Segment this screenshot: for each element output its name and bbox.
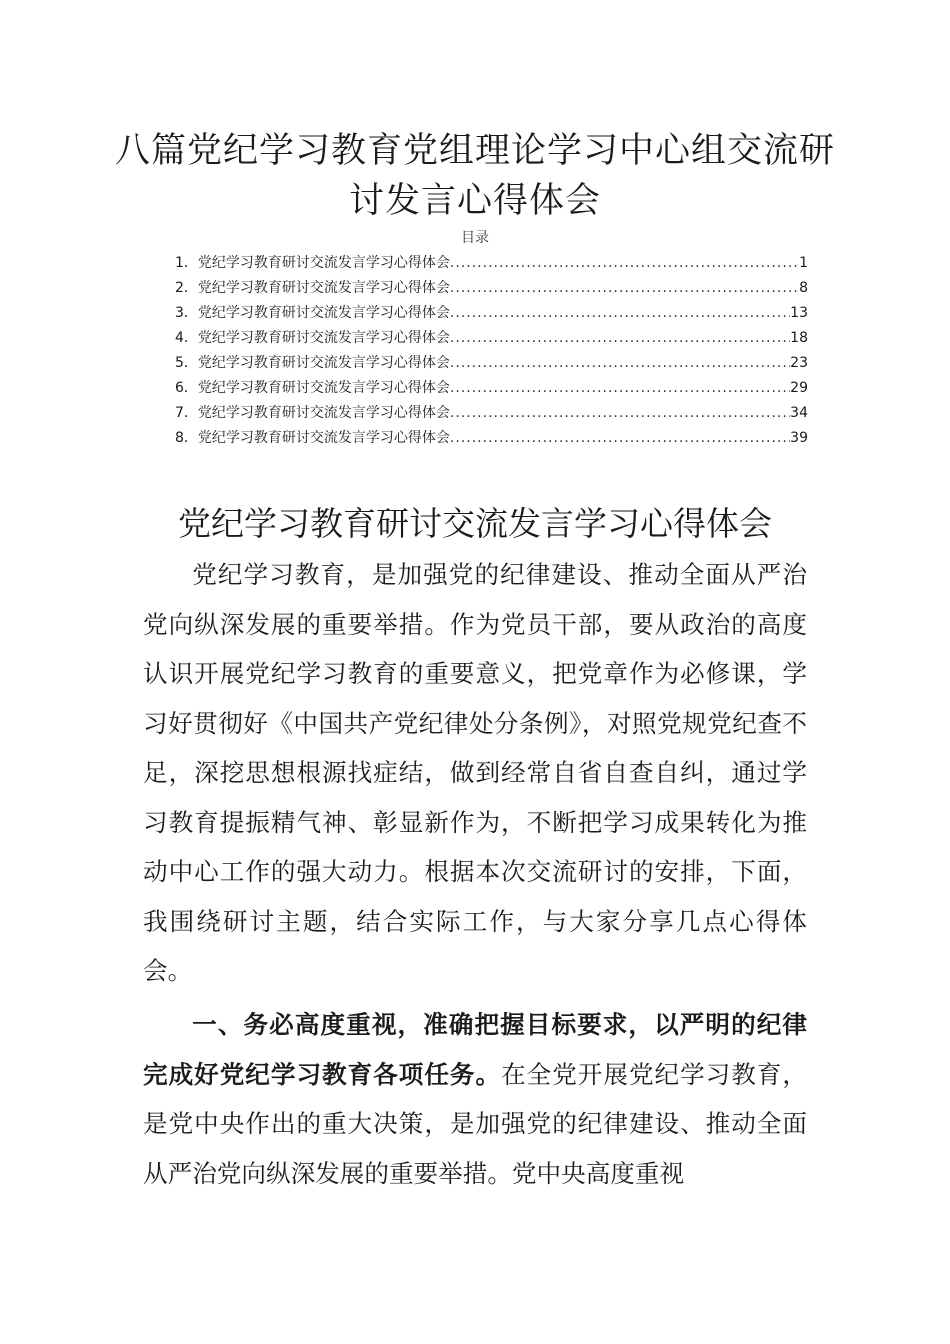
toc-heading: 目录: [461, 230, 489, 246]
toc-entry-number: 2．: [175, 280, 198, 296]
toc-entry-page: 8: [799, 280, 808, 296]
toc-dot-leader: [450, 276, 799, 301]
toc-dot-leader: [450, 426, 790, 451]
toc-entry-number: 3．: [175, 305, 198, 321]
paragraph-lead-heading: 一、务必高度重视，准确把握目标要求，以严明的纪律完成好党纪学习教育各项任务。: [143, 1010, 807, 1089]
toc-entry[interactable]: [175, 326, 808, 351]
toc-entry-title: 党纪学习教育研讨交流发言学习心得体会: [197, 330, 450, 346]
toc-entry[interactable]: [175, 376, 808, 401]
toc-entry[interactable]: [175, 401, 808, 426]
paragraph-body-text: 在全党开展党纪学习教育，是党中央作出的重大决策，是加强党的纪律建设、推动全面从严治党向纵深发展的重要举措。党中央高度重视: [143, 1059, 807, 1188]
body-paragraph: [143, 1000, 807, 1198]
toc-entry-page: 39: [790, 430, 808, 446]
toc-entry[interactable]: [175, 251, 808, 276]
toc-entry-page: 23: [790, 355, 808, 371]
toc-entry-number: 5．: [175, 355, 198, 371]
toc-entry-number: 1．: [175, 255, 198, 271]
toc-entry[interactable]: [175, 351, 808, 376]
document-title: 八篇党纪学习教育党组理论学习中心组交流研讨发言心得体会: [114, 131, 835, 221]
table-of-contents: [175, 251, 808, 451]
toc-dot-leader: [450, 376, 790, 401]
toc-entry-title: 党纪学习教育研讨交流发言学习心得体会: [197, 430, 450, 446]
toc-entry-page: 18: [790, 330, 808, 346]
toc-entry-title: 党纪学习教育研讨交流发言学习心得体会: [197, 355, 450, 371]
toc-dot-leader: [450, 301, 790, 326]
section-title: 党纪学习教育研讨交流发言学习心得体会: [178, 504, 772, 543]
toc-entry-title: 党纪学习教育研讨交流发言学习心得体会: [197, 305, 450, 321]
toc-entry-page: 1: [799, 255, 808, 271]
toc-entry-title: 党纪学习教育研讨交流发言学习心得体会: [197, 405, 450, 421]
toc-entry-title: 党纪学习教育研讨交流发言学习心得体会: [197, 280, 450, 296]
toc-entry-title: 党纪学习教育研讨交流发言学习心得体会: [197, 380, 450, 396]
toc-dot-leader: [450, 351, 790, 376]
toc-entry-number: 6．: [175, 380, 198, 396]
toc-entry[interactable]: [175, 276, 808, 301]
body-paragraph: 党纪学习教育，是加强党的纪律建设、推动全面从严治党向纵深发展的重要举措。作为党员干部，要从政治的高度认识开展党纪学习教育的重要意义，把党章作为必修课，学习好贯彻好《中国共产党纪律处分条例》，对照党规党纪查不足，深挖思想根源找症结，做到经常自省自查自纠，通过学习教育提振精气神、彰显新作为，不断把学习成果转化为推动中心工作的强大动力。根据本次交流研讨的安排，下面，我围绕研讨主题，结合实际工作，与大家分享几点心得体会。: [143, 560, 807, 985]
toc-entry-page: 34: [790, 405, 808, 421]
toc-dot-leader: [450, 401, 790, 426]
toc-entry-title: 党纪学习教育研讨交流发言学习心得体会: [197, 255, 450, 271]
toc-entry[interactable]: [175, 301, 808, 326]
toc-entry-page: 29: [790, 380, 808, 396]
toc-entry-page: 13: [790, 305, 808, 321]
toc-entry[interactable]: [175, 426, 808, 451]
toc-entry-number: 7．: [175, 405, 198, 421]
toc-entry-number: 8．: [175, 430, 198, 446]
toc-dot-leader: [450, 251, 799, 276]
toc-dot-leader: [450, 326, 790, 351]
toc-entry-number: 4．: [175, 330, 198, 346]
